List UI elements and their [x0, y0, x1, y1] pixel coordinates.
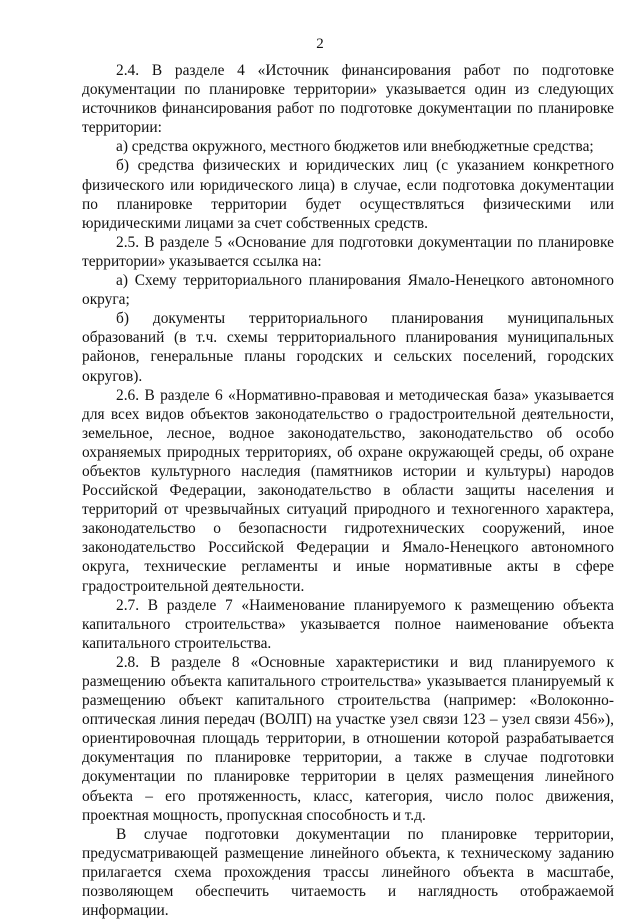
page-number: 2 [316, 36, 324, 52]
paragraph-2-4: 2.4. В разделе 4 «Источник финансирования работ по подготовке документации по планировке территории» указывается один из следующих источников финансирования работ по подготовке документации по планировке территории: [82, 62, 614, 137]
paragraph-linear-object: В случае подготовки документации по планировке территории, предусматривающей размещение линейного объекта, к техническому заданию прилагается схема прохождения трассы линейного объекта в масштабе, позволяющем обеспечить читаемость и наглядность отображаемой информации. [82, 825, 614, 920]
paragraph-2-5: 2.5. В разделе 5 «Основание для подготовки документации по планировке территории» указывается ссылка на: [82, 233, 614, 270]
paragraph-2-7: 2.7. В разделе 7 «Наименование планируемого к размещению объекта капитального строительства» указывается полное наименование объекта капитального строительства. [82, 596, 614, 652]
paragraph-2-6: 2.6. В разделе 6 «Нормативно-правовая и методическая база» указывается для всех видов объектов законодательство о градостроительной деятельности, земельное, лесное, водное законодательство, законодательство об особо охраняемых природных территориях, об охране окружающей среды, об охране объектов культурного наследия (памятников истории и культуры) народов Российской Федерации, законодательство в области защиты населения и территорий от чрезвычайных ситуаций природного и техногенного характера, законодательство о безопасности гидротехнических сооружений, иное законодательство Российской Федерации и Ямало-Ненецкого автономного округа, технические регламенты и иные нормативные акты в сфере градостроительной деятельности. [82, 386, 614, 595]
paragraph-2-4-a: а) средства окружного, местного бюджетов или внебюджетные средства; [116, 138, 594, 156]
paragraph-2-4-b: б) средства физических и юридических лиц (с указанием конкретного физического или юридического лица) в случае, если подготовка документации по планировке территории будет осуществляться физическими или юридическими лицами за счет собственных средств. [82, 157, 614, 232]
paragraph-2-8: 2.8. В разделе 8 «Основные характеристики и вид планируемого к размещению объекта капитального строительства» указывается планируемый к размещению объект капитального строительства (например: «Волоконно-оптическая линия передач (ВОЛП) на участке узел связи 123 – узел связи 456»), ориентировочная площадь территории, в отношении которой разрабатывается документация по планировке территории, а также в случае подготовки документации по планировке территории в целях размещения линейного объекта – его протяженность, класс, категория, число полос движения, проектная мощность, пропускная способность и т.д. [82, 653, 614, 824]
document-body [82, 61, 614, 920]
paragraph-2-5-a: а) Схему территориального планирования Ямало-Ненецкого автономного округа; [82, 272, 614, 309]
paragraph-2-5-b: б) документы территориального планирования муниципальных образований (в т.ч. схемы территориального планирования муниципальных районов, генеральные планы городских и сельских поселений, городских округов). [82, 310, 614, 385]
